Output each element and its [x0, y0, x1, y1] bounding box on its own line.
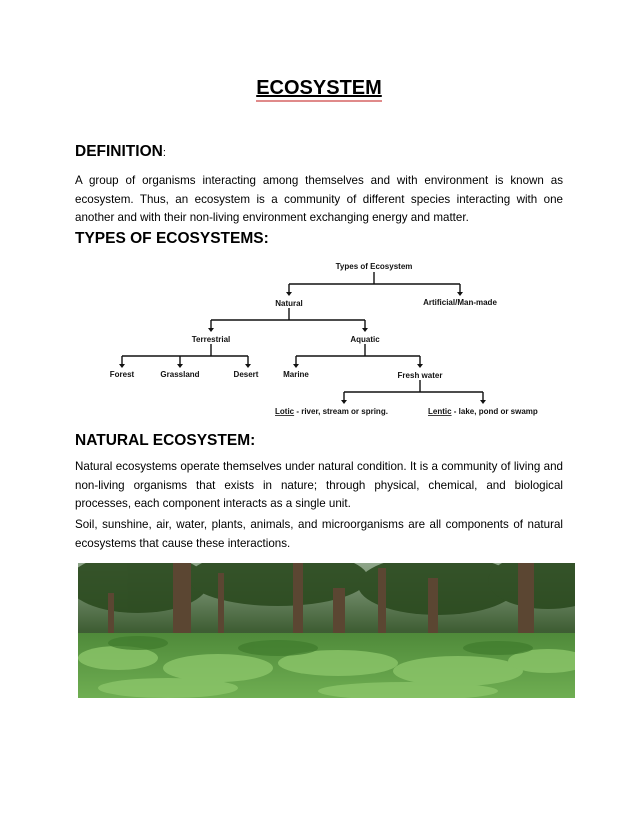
node-types-of-ecosystem: Types of Ecosystem	[335, 262, 413, 271]
page-title: ECOSYSTEM	[0, 77, 638, 100]
definition-heading: DEFINITION:	[75, 143, 166, 160]
node-grassland: Grassland	[160, 370, 200, 379]
node-marine: Marine	[283, 370, 309, 379]
node-desert: Desert	[233, 370, 259, 379]
node-artificial: Artificial/Man-made	[423, 298, 497, 307]
natural-ecosystem-para-1: Natural ecosystems operate themselves under natural condition. It is a community of living and non-living organisms that exists in nature; through physical, chemical, and biological processes, each component interacts as a single unit.	[75, 460, 563, 510]
node-lotic: Lotic - river, stream or spring.	[275, 407, 388, 416]
node-aquatic: Aquatic	[350, 335, 380, 344]
node-forest: Forest	[109, 370, 135, 379]
node-terrestrial: Terrestrial	[191, 335, 231, 344]
forest-photo	[78, 563, 575, 698]
ecosystem-types-diagram	[100, 256, 570, 422]
definition-text: A group of organisms interacting among themselves and with environment is known as ecosystem. Thus, an ecosystem is a community of different species interacting with one another and with their non-living environment exchanging energy and matter.	[75, 174, 563, 224]
node-natural: Natural	[275, 299, 303, 308]
forest-photo-illustration	[78, 563, 575, 698]
types-heading: TYPES OF ECOSYSTEMS:	[75, 230, 269, 247]
natural-ecosystem-para-2: Soil, sunshine, air, water, plants, animals, and microorganisms are all components of natural ecosystems that cause these interactions.	[75, 518, 563, 550]
node-fresh-water: Fresh water	[397, 371, 443, 380]
node-lentic: Lentic - lake, pond or swamp	[428, 407, 538, 416]
natural-ecosystem-heading: NATURAL ECOSYSTEM:	[75, 432, 256, 449]
